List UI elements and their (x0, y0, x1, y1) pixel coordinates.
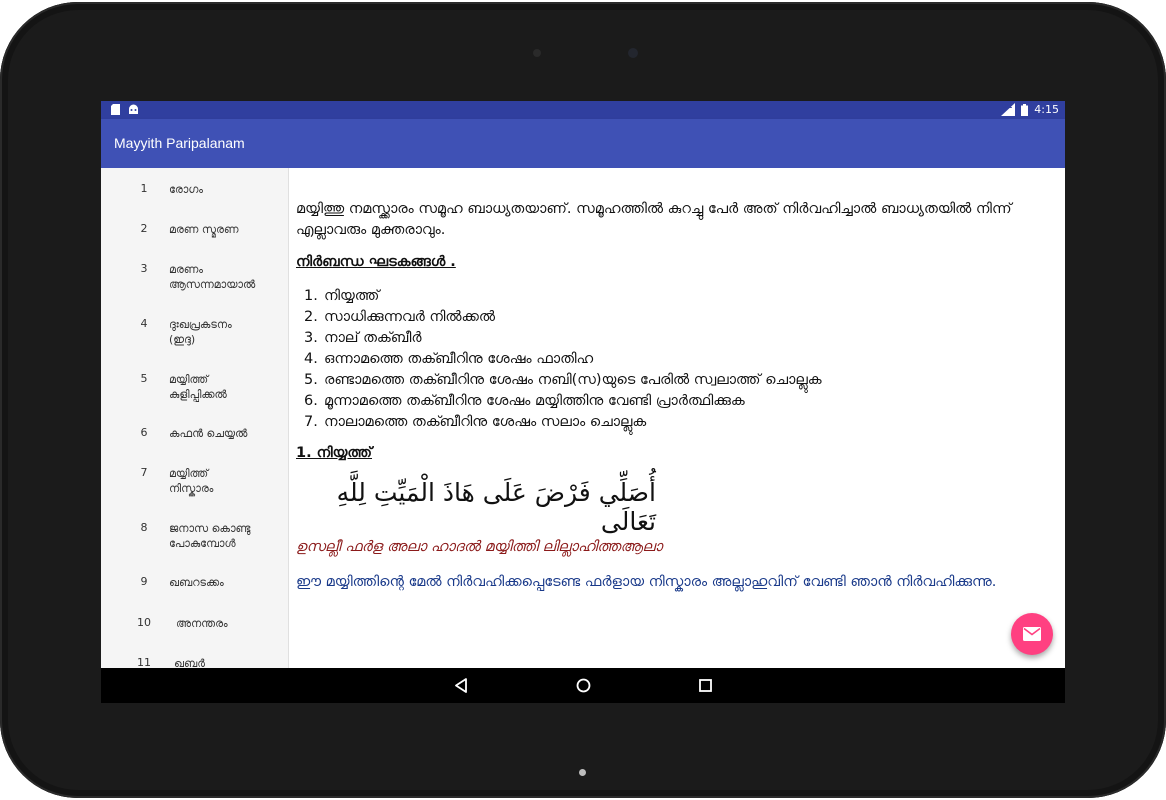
front-sensor (628, 48, 638, 58)
sidebar-item-4[interactable] (101, 317, 288, 357)
app-title: Mayyith Paripalanam (114, 135, 245, 151)
sidebar-item-5[interactable] (101, 372, 288, 412)
notification-led (579, 769, 586, 776)
section-heading: നിർബന്ധ ഘടകങ്ങൾ . (296, 254, 456, 270)
list-item: 6. മൂന്നാമത്തെ തക്ബീറിനു ശേഷം മയ്യിത്തിനു വേണ്ടി പ്രാർത്ഥിക്കുക (304, 393, 745, 409)
signal-icon (1001, 103, 1015, 116)
item-label: അനന്തരം (176, 617, 228, 630)
sidebar-item-10[interactable] (101, 616, 288, 646)
item-label: ഖബർ (174, 657, 205, 668)
screen (101, 101, 1065, 703)
email-fab[interactable] (1011, 613, 1053, 655)
intro-paragraph: മയ്യിത്തു നമസ്ക്കാരം സമൂഹ ബാധ്യതയാണ്. സമൂഹത്തിൽ കുറച്ചു പേർ അത് നിർവഹിച്ചാൽ ബാധ്യതയിൽ നിന്ന് എല്ലാവരും മുക്തരാവും. (296, 201, 1012, 238)
item-number: 8 (140, 521, 148, 534)
list-item: 2. സാധിക്കുന്നവർ നിൽക്കൽ (304, 309, 496, 325)
recents-button[interactable] (685, 668, 725, 703)
system-status (1001, 103, 1059, 116)
sidebar-item-1[interactable] (101, 182, 288, 212)
item-number: 11 (137, 656, 151, 668)
back-button[interactable] (441, 668, 481, 703)
front-camera (533, 49, 541, 57)
notification-icons (111, 104, 139, 115)
item-number: 7 (140, 466, 148, 479)
battery-icon (1021, 104, 1028, 116)
item-number: 3 (140, 262, 148, 275)
item-label: കഫൻ ചെയ്യൽ (169, 427, 248, 440)
item-label: മരണം ആസന്നമായാൽ (169, 263, 256, 291)
item-label: ജനാസ കൊണ്ടു പോകുമ്പോൾ (169, 522, 251, 550)
subsection-heading: 1. നിയ്യത്ത് (296, 445, 373, 461)
list-item: 5. രണ്ടാമത്തെ തക്ബീറിനു ശേഷം നബി(സ)യുടെ പേരിൽ സ്വലാത്ത് ചൊല്ലുക (304, 372, 822, 388)
transliteration: ഉസല്ലീ ഫർള അലാ ഹാദൽ മയ്യിത്തി ലില്ലാഹിത്തആലാ (296, 539, 663, 555)
android-icon (128, 104, 139, 115)
home-button[interactable] (563, 668, 603, 703)
recents-square-icon (699, 679, 712, 692)
list-item: 7. നാലാമത്തെ തക്ബീറിനു ശേഷം സലാം ചൊല്ലുക (304, 414, 647, 430)
chapter-sidebar[interactable] (101, 168, 289, 668)
item-label: മയ്യിത്ത് നിസ്കാരം (169, 467, 214, 495)
sidebar-item-3[interactable] (101, 262, 288, 302)
app-bar (101, 119, 1065, 168)
email-icon (1023, 627, 1041, 641)
lte-label: LTE (1001, 103, 1013, 110)
sidebar-item-9[interactable] (101, 575, 288, 605)
meaning-text: ഈ മയ്യിത്തിന്റെ മേൽ നിർവഹിക്കപ്പെടേണ്ട ഫർളായ നിസ്കാരം അല്ലാഹുവിന് വേണ്ടി ഞാൻ നിർവഹിക്കുന്നു. (296, 574, 997, 590)
status-bar (101, 101, 1065, 119)
system-nav-bar (101, 668, 1065, 703)
back-triangle-icon (454, 678, 468, 693)
item-label: മയ്യിത്ത് കുളിപ്പിക്കൽ (169, 373, 227, 401)
list-item: 4. ഒന്നാമത്തെ തക്ബീറിനു ശേഷം ഫാതിഹ (304, 351, 594, 367)
home-circle-icon (576, 678, 591, 693)
arabic-text: أُصَلِّي فَرْضَ عَلَى هَاذَ الْمَيِّتِ لِلَّهِ تَعَالَى (336, 478, 656, 536)
sidebar-item-11[interactable] (101, 656, 288, 668)
item-number: 10 (137, 616, 151, 629)
item-number: 6 (140, 426, 148, 439)
item-number: 2 (140, 222, 148, 235)
item-label: ദുഃഖപ്രകടനം (ഇദ്ദ) (169, 318, 232, 346)
components-list (296, 286, 822, 433)
item-label: ഖബറടക്കം (169, 576, 224, 589)
item-label: രോഗം (169, 183, 203, 196)
sidebar-item-8[interactable] (101, 521, 288, 561)
item-number: 5 (140, 372, 148, 385)
article-content[interactable] (289, 168, 1065, 668)
item-number: 9 (140, 575, 148, 588)
clock: 4:15 (1034, 103, 1059, 116)
list-item: 1. നിയ്യത്ത് (304, 288, 380, 304)
sidebar-item-6[interactable] (101, 426, 288, 456)
item-number: 1 (140, 182, 148, 195)
item-number: 4 (140, 317, 148, 330)
sd-card-icon (111, 104, 120, 115)
sidebar-item-2[interactable] (101, 222, 288, 252)
list-item: 3. നാല് തക്ബീർ (304, 330, 422, 346)
tablet-frame (0, 2, 1166, 798)
sidebar-item-7[interactable] (101, 466, 288, 506)
item-label: മരണ സ്മരണ (169, 223, 239, 236)
